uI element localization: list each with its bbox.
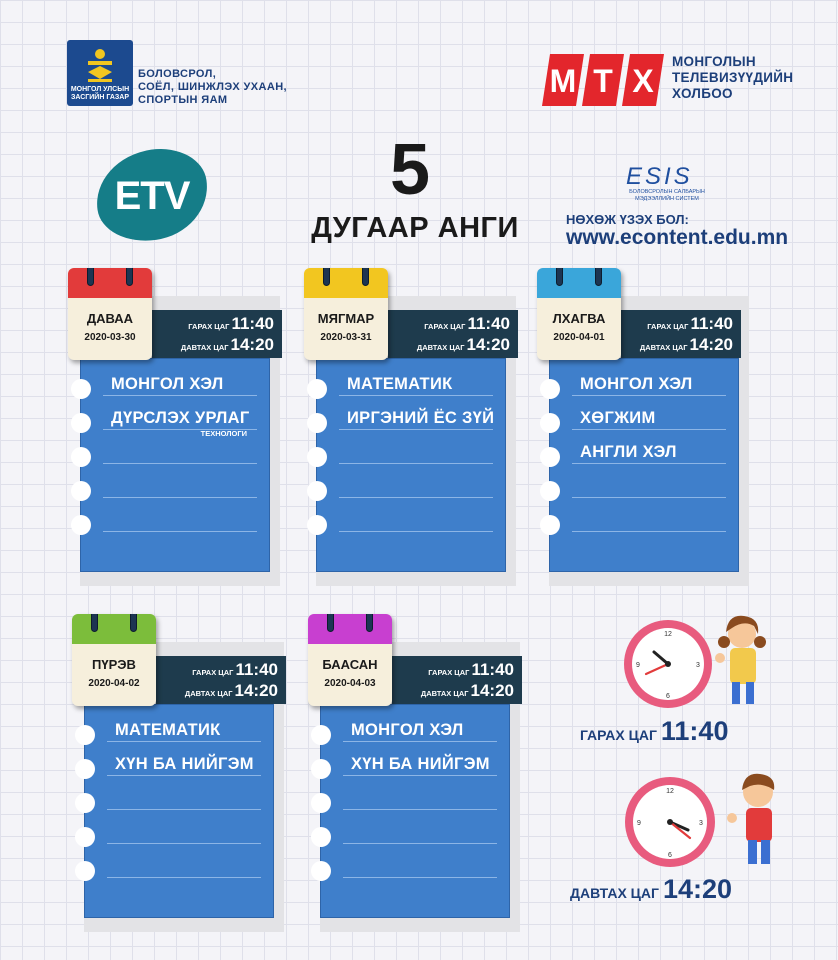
clock-girl-illustration <box>620 612 780 712</box>
repeat-time-label: ДАВТАХ ЦАГ <box>416 343 465 352</box>
svg-text:Т: Т <box>593 63 613 99</box>
air-time-clock-group <box>580 612 780 762</box>
subject: МАТЕМАТИК <box>347 375 453 393</box>
air-time: 11:40 <box>467 314 510 333</box>
time-box <box>621 310 741 358</box>
air-time-label: ГАРАХ ЦАГ <box>647 322 689 331</box>
day-date: 2020-03-30 <box>84 332 136 343</box>
repeat-time-label: ДАВТАХ ЦАГ <box>639 343 688 352</box>
subject: ДҮРСЛЭХ УРЛАГ <box>111 409 250 427</box>
calendar-header <box>537 268 621 298</box>
state-emblem <box>67 40 133 106</box>
notepad <box>84 704 274 918</box>
esis-logo-text: ESIS <box>626 163 693 190</box>
subject-note: ТЕХНОЛОГИ <box>200 429 247 438</box>
repeat-time: 14:20 <box>689 335 733 354</box>
grade-number: 5 <box>389 130 431 210</box>
air-time-label: ГАРАХ ЦАГ <box>192 668 234 677</box>
calendar-page <box>537 268 621 360</box>
repeat-time-label: ДАВТАХ ЦАГ <box>180 343 229 352</box>
svg-text:3: 3 <box>699 820 703 827</box>
svg-text:Х: Х <box>632 63 654 99</box>
day-card-thursday <box>72 614 292 944</box>
subject: МОНГОЛ ХЭЛ <box>580 375 693 393</box>
repeat-time-clock-group <box>570 770 770 920</box>
day-card-wednesday <box>537 268 757 598</box>
svg-text:М: М <box>549 63 577 99</box>
svg-text:9: 9 <box>636 662 640 669</box>
day-date: 2020-04-03 <box>324 678 376 689</box>
day-date: 2020-03-31 <box>320 332 372 343</box>
notepad <box>320 704 510 918</box>
ministry-logo <box>67 40 327 110</box>
soyombo-icon <box>86 46 114 82</box>
repeat-time: 14:20 <box>234 681 278 700</box>
day-name: МЯГМАР <box>317 311 375 326</box>
ministry-name: БОЛОВСРОЛ, СОЁЛ, ШИНЖЛЭХ УХААН, СПОРТЫН ЯАМ <box>138 68 287 106</box>
etv-logo <box>96 150 208 240</box>
mtx-logo-mark <box>540 54 668 106</box>
repeat-time: 14:20 <box>230 335 274 354</box>
calendar-header <box>308 614 392 644</box>
air-time-label: ГАРАХ ЦАГ <box>428 668 470 677</box>
subject: МОНГОЛ ХЭЛ <box>111 375 224 393</box>
time-box <box>392 656 522 704</box>
day-name: БААСАН <box>322 657 378 672</box>
watch-label: НӨХӨЖ ҮЗЭХ БОЛ: <box>566 212 689 227</box>
calendar-page <box>304 268 388 360</box>
repeat-time: 14:20 <box>466 335 510 354</box>
day-date: 2020-04-02 <box>88 678 140 689</box>
notepad <box>316 358 506 572</box>
air-time: 11:40 <box>690 314 733 333</box>
esis-logo <box>620 163 710 203</box>
air-time: 11:40 <box>235 660 278 679</box>
repeat-time-caption: ДАВТАХ ЦАГ 14:20 <box>570 874 733 904</box>
svg-text:6: 6 <box>668 852 672 859</box>
website-link[interactable]: www.econtent.edu.mn <box>566 226 789 249</box>
esis-subtitle: БОЛОВСРОЛЫН САЛБАРЫН МЭДЭЭЛЛИЙН СИСТЕМ <box>629 189 705 202</box>
time-box <box>156 656 286 704</box>
notepad <box>549 358 739 572</box>
day-card-tuesday <box>304 268 524 598</box>
subject: АНГЛИ ХЭЛ <box>580 443 677 461</box>
mtx-name: МОНГОЛЫН ТЕЛЕВИЗҮҮДИЙН ХОЛБОО <box>672 54 794 101</box>
calendar-page <box>308 614 392 706</box>
etv-logo-text: ETV <box>114 174 190 218</box>
air-time-label: ГАРАХ ЦАГ <box>188 322 230 331</box>
emblem-caption: МОНГОЛ УЛСЫН ЗАСГИЙН ГАЗАР <box>70 86 130 101</box>
calendar-header <box>68 268 152 298</box>
air-time: 11:40 <box>231 314 274 333</box>
calendar-page <box>68 268 152 360</box>
subject: МОНГОЛ ХЭЛ <box>351 721 464 739</box>
clock-boy-illustration <box>620 770 790 872</box>
time-box <box>152 310 282 358</box>
calendar-page <box>72 614 156 706</box>
day-date: 2020-04-01 <box>553 332 605 343</box>
repeat-time-label: ДАВТАХ ЦАГ <box>184 689 233 698</box>
svg-text:6: 6 <box>666 693 670 700</box>
calendar-header <box>304 268 388 298</box>
day-card-friday <box>308 614 528 944</box>
svg-text:12: 12 <box>664 631 672 638</box>
svg-text:12: 12 <box>666 788 674 795</box>
time-box <box>388 310 518 358</box>
air-time-label: ГАРАХ ЦАГ <box>424 322 466 331</box>
svg-text:9: 9 <box>637 820 641 827</box>
repeat-time-label: ДАВТАХ ЦАГ <box>420 689 469 698</box>
air-time-caption: ГАРАХ ЦАГ 11:40 <box>580 716 729 746</box>
subject: ХҮН БА НИЙГЭМ <box>115 755 254 773</box>
subject: МАТЕМАТИК <box>115 721 221 739</box>
subject: ХӨГЖИМ <box>580 409 656 427</box>
mtx-logo <box>540 50 810 110</box>
calendar-header <box>72 614 156 644</box>
subject: ХҮН БА НИЙГЭМ <box>351 755 490 773</box>
notepad <box>80 358 270 572</box>
repeat-time: 14:20 <box>470 681 514 700</box>
svg-text:3: 3 <box>696 662 700 669</box>
grade-label: ДУГААР АНГИ <box>311 212 519 244</box>
day-name: ПҮРЭВ <box>92 657 136 672</box>
day-name: ЛХАГВА <box>552 311 606 326</box>
air-time: 11:40 <box>471 660 514 679</box>
day-card-monday <box>68 268 288 598</box>
subject: ИРГЭНИЙ ЁС ЗҮЙ <box>347 409 495 427</box>
day-name: ДАВАА <box>86 311 134 326</box>
